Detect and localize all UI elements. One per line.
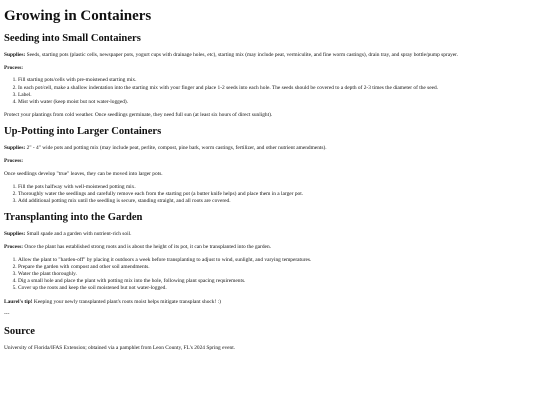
list-item: 1. Allow the plant to "harden-off" by placing it outdoors a week before transplanting to adjust to wind, sunlight, and varying temperatures. — [18, 257, 536, 264]
process-paragraph — [4, 65, 536, 72]
supplies-text: Seeds, starting pots (plastic cells, newspaper pots, yogurt cups with drainage holes, etc), starting mix (may include peat, vermiculite, and fine worm castings), drain tray, and spray bottle/pump sprayer. — [26, 52, 459, 58]
tip-text: Keeping your newly transplanted plant's roots moist helps mitigate transplant shock! :) — [33, 298, 221, 305]
list-item: 2. In each pot/cell, make a shallow indentation into the starting mix with your finger and place 1-2 seeds into each hole. The seeds should be covered to a depth of 2-3 times the diameter of the seed. — [18, 85, 536, 92]
process-label: Process: — [4, 243, 24, 250]
list-item: 2. Thoroughly water the seedlings and carefully remove each from the starting pot (a butter knife helps) and place them in a larger pot. — [18, 191, 536, 198]
supplies-paragraph — [4, 231, 536, 238]
process-label: Process: — [4, 64, 24, 71]
section-heading-up-potting: Up-Potting into Larger Containers — [4, 126, 162, 138]
list-item: 4. Dig a small hole and place the plant with potting mix into the hole, following plant spacing requirements. — [18, 278, 536, 285]
list-item: 1. Fill the pots halfway with well-moistened potting mix. — [18, 184, 536, 191]
section-heading-transplanting: Transplanting into the Garden — [4, 212, 143, 224]
list-item: 1. Fill starting pots/cells with pre-moistened starting mix. — [18, 77, 536, 84]
section-heading-seeding: Seeding into Small Containers — [4, 33, 141, 44]
supplies-label: Supplies: — [4, 145, 26, 152]
steps-list — [4, 77, 536, 106]
process-label: Process: — [4, 158, 24, 165]
intro-text: Once seedlings develop "true" leaves, they can be moved into larger pots. — [4, 170, 163, 177]
source-text: University of Florida/IFAS Extension; obtained via a pamphlet from Leon County, FL's 2024 Spring event. — [4, 345, 236, 352]
list-item: 2. Prepare the garden with compost and other soil amendments. — [18, 264, 536, 271]
list-item: 4. Mist with water (keep moist but not water-logged). — [18, 99, 536, 106]
process-text: Once the plant has established strong roots and is about the height of its pot, it can be transplanted into the garden. — [24, 243, 271, 250]
care-note: Protect your plantings from cold weather. Once seedlings germinate, they need full sun (at least six hours of direct sunlight). — [4, 112, 273, 119]
separator: --- — [4, 311, 10, 318]
supplies-text: Small spade and a garden with nutrient-rich soil. — [26, 231, 132, 238]
supplies-paragraph — [4, 52, 536, 59]
supplies-label: Supplies: — [4, 231, 26, 238]
source-heading: Source — [4, 326, 35, 338]
steps-list — [4, 184, 536, 206]
list-item: 3. Label. — [18, 92, 536, 99]
supplies-paragraph — [4, 145, 536, 152]
process-paragraph — [4, 158, 536, 165]
supplies-label: Supplies: — [4, 52, 26, 58]
supplies-text: 2" - 4" wide pots and potting mix (may include peat, perlite, compost, pine bark, worm castings, fertilizer, and other nutrient amendments). — [26, 145, 327, 152]
process-paragraph — [4, 244, 536, 251]
steps-list — [4, 257, 536, 293]
tip-label: Laurel's tip! — [4, 298, 33, 305]
list-item: 3. Water the plant thoroughly. — [18, 271, 536, 278]
list-item: 3. Add additional potting mix until the seedling is secure, standing straight, and all roots are covered. — [18, 198, 536, 205]
tip-paragraph — [4, 299, 536, 306]
list-item: 5. Cover up the roots and keep the soil moistened but not water-logged. — [18, 285, 536, 292]
page-title: Growing in Containers — [4, 8, 152, 24]
